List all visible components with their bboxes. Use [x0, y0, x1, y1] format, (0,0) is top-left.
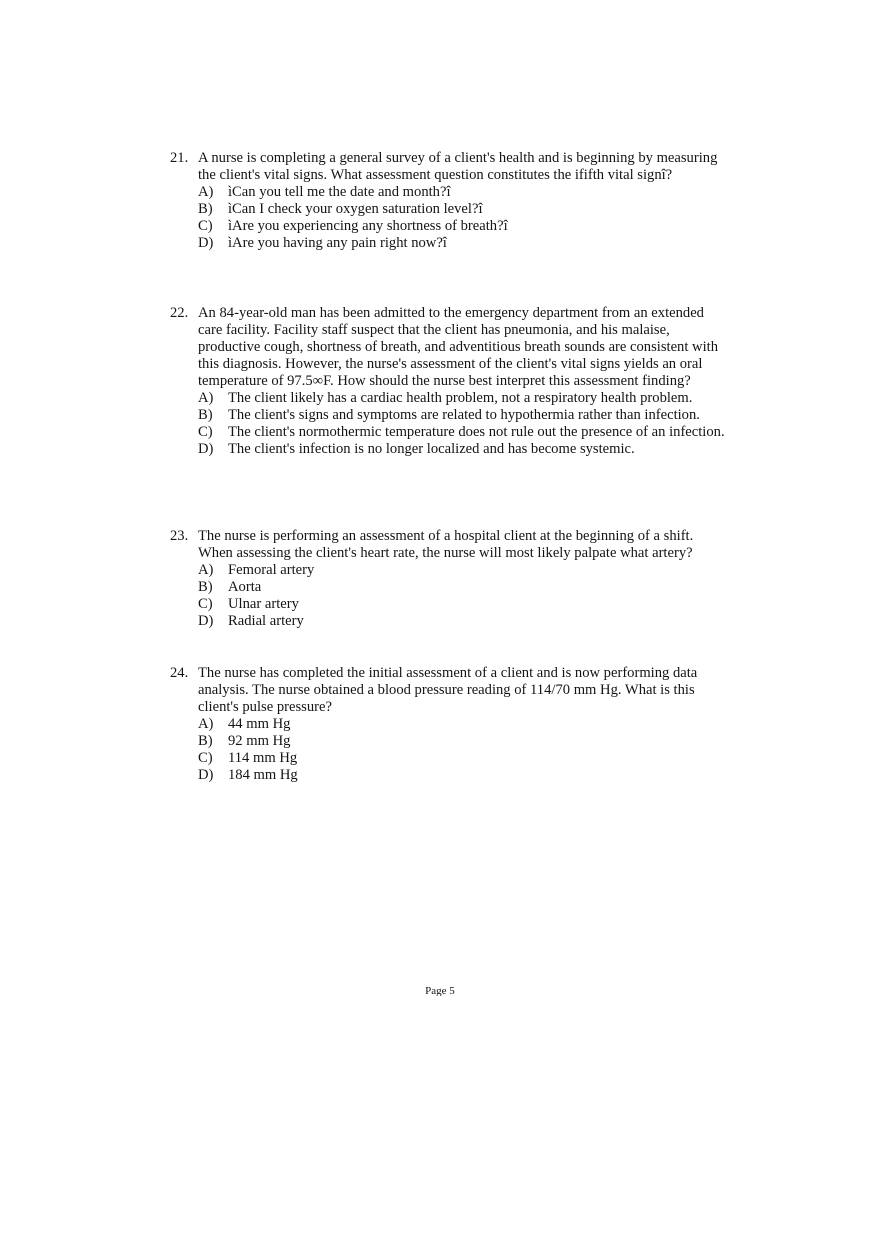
option-letter: B)	[198, 733, 213, 749]
answer-option-c	[170, 218, 730, 235]
answer-option-b	[170, 579, 730, 596]
option-text: ìCan I check your oxygen saturation level?î	[228, 201, 483, 217]
question-header	[170, 528, 730, 562]
option-letter: B)	[198, 201, 213, 217]
answer-option-b	[170, 201, 730, 218]
question-header	[170, 305, 730, 390]
answer-option-d	[170, 613, 730, 630]
answer-options	[170, 562, 730, 630]
option-letter: D)	[198, 235, 214, 251]
option-letter: A)	[198, 184, 214, 200]
question-number: 22.	[170, 305, 189, 321]
answer-options	[170, 184, 730, 252]
option-text: Ulnar artery	[228, 596, 299, 612]
question-number: 23.	[170, 528, 189, 544]
answer-option-a	[170, 184, 730, 201]
question-21	[170, 150, 730, 252]
question-stem: A nurse is completing a general survey of a client's health and is beginning by measuring the client's vital signs. What assessment question constitutes the ififth vital signî?	[198, 150, 718, 183]
answer-option-a	[170, 716, 730, 733]
question-22	[170, 305, 730, 458]
option-letter: A)	[198, 562, 214, 578]
option-letter: D)	[198, 441, 214, 457]
option-text: The client's infection is no longer localized and has become systemic.	[228, 441, 635, 457]
option-letter: B)	[198, 407, 213, 423]
option-text: The client's signs and symptoms are related to hypothermia rather than infection.	[228, 407, 700, 423]
answer-option-a	[170, 562, 730, 579]
answer-option-c	[170, 424, 730, 441]
question-stem: The nurse is performing an assessment of a hospital client at the beginning of a shift. When assessing the client's heart rate, the nurse will most likely palpate what artery?	[198, 528, 694, 561]
option-text: ìCan you tell me the date and month?î	[228, 184, 451, 200]
answer-option-d	[170, 235, 730, 252]
answer-option-c	[170, 750, 730, 767]
option-text: ìAre you experiencing any shortness of breath?î	[228, 218, 508, 234]
question-stem: An 84-year-old man has been admitted to the emergency department from an extended care facility. Facility staff suspect that the client has pneumonia, and his malaise, productive cough, shortness of breath, and adventitious breath sounds are consistent with this diagnosis. However, the nurse's assessment of the client's vital signs yields an oral temperature of 97.5∞F. How should the nurse best interpret this assessment finding?	[198, 305, 718, 389]
answer-option-d	[170, 767, 730, 784]
answer-options	[170, 716, 730, 784]
option-letter: A)	[198, 716, 214, 732]
option-text: The client likely has a cardiac health problem, not a respiratory health problem.	[228, 390, 693, 406]
answer-option-c	[170, 596, 730, 613]
page-footer	[0, 985, 880, 996]
option-letter: C)	[198, 596, 213, 612]
option-text: 44 mm Hg	[228, 716, 291, 732]
question-number: 24.	[170, 665, 189, 681]
option-letter: D)	[198, 613, 214, 629]
option-text: 92 mm Hg	[228, 733, 291, 749]
answer-options	[170, 390, 730, 458]
option-letter: C)	[198, 218, 213, 234]
option-text: Aorta	[228, 579, 262, 595]
option-text: 114 mm Hg	[228, 750, 298, 766]
question-23	[170, 528, 730, 630]
answer-option-a	[170, 390, 730, 407]
option-text: 184 mm Hg	[228, 767, 298, 783]
question-number: 21.	[170, 150, 189, 166]
answer-option-b	[170, 407, 730, 424]
question-header	[170, 665, 730, 716]
question-24	[170, 665, 730, 784]
answer-option-b	[170, 733, 730, 750]
option-text: The client's normothermic temperature does not rule out the presence of an infection.	[228, 424, 725, 440]
option-letter: D)	[198, 767, 214, 783]
question-header	[170, 150, 730, 184]
page-number: Page 5	[425, 985, 455, 996]
option-text: Radial artery	[228, 613, 304, 629]
option-letter: A)	[198, 390, 214, 406]
question-stem: The nurse has completed the initial assessment of a client and is now performing data analysis. The nurse obtained a blood pressure reading of 114/70 mm Hg. What is this client's pulse pressure?	[198, 665, 698, 715]
option-letter: B)	[198, 579, 213, 595]
option-text: ìAre you having any pain right now?î	[228, 235, 447, 251]
answer-option-d	[170, 441, 730, 458]
option-text: Femoral artery	[228, 562, 315, 578]
option-letter: C)	[198, 424, 213, 440]
option-letter: C)	[198, 750, 213, 766]
